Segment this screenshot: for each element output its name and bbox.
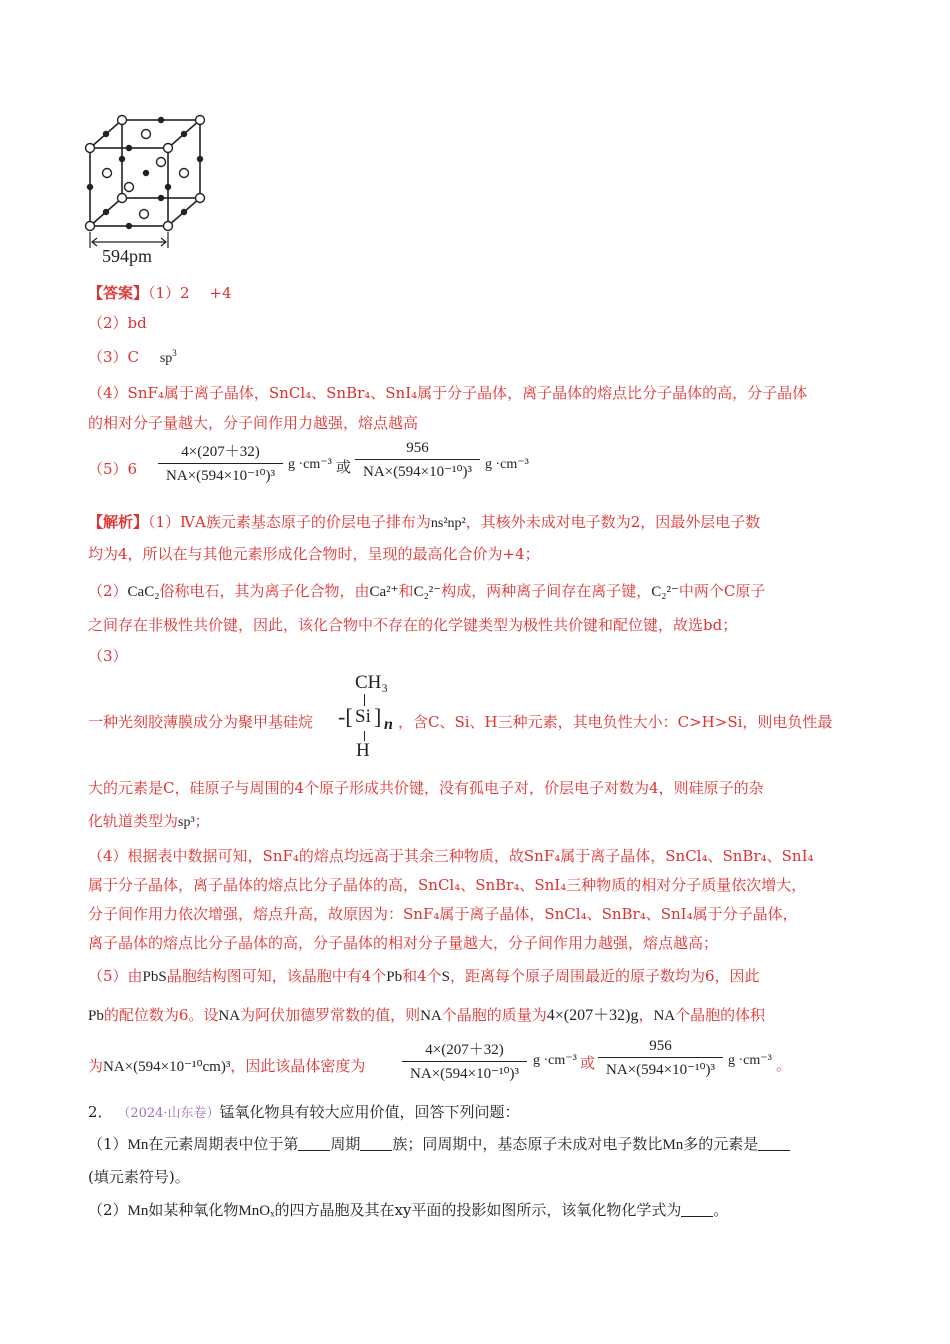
analysis-5-unit-2: g ·cm⁻³ xyxy=(728,1053,772,1068)
answer-5-unit-1: g ·cm⁻³ xyxy=(288,457,332,472)
analysis-3-line1-a: 一种光刻胶薄膜成分为聚甲基硅烷 xyxy=(88,713,314,731)
analysis-2-line1: （2）CaC₂俗称电石，其为离子化合物，由Ca²⁺和C₂²⁻构成，两种离子间存在离子键，C₂²⁻中两个C原子 xyxy=(88,582,766,600)
analysis-4-line1: （4）根据表中数据可知，SnF₄的熔点均远高于其余三种物质，故SnF₄属于离子晶体，SnCl₄、SnBr₄、SnI₄ xyxy=(88,847,814,865)
question-source: （2024·山东卷） xyxy=(117,1106,220,1121)
structure-si: Si xyxy=(355,706,371,727)
answer-5-unit-2: g ·cm⁻³ xyxy=(485,457,529,472)
analysis-5-line1: （5）由PbS晶胞结构图可知，该晶胞中有4个Pb和4个S，距离每个原子周围最近的原子数均为6，因此 xyxy=(88,967,760,985)
analysis-3-line3: 化轨道类型为sp³； xyxy=(88,812,210,830)
answer-5-prefix: （5）6 xyxy=(88,460,138,478)
answer-5-or: 或 xyxy=(336,458,352,476)
question-intro: 锰氧化物具有较大应用价值，回答下列问题： xyxy=(219,1103,520,1121)
answer-line-1 xyxy=(88,282,231,303)
question-2-part2: （2）Mn如某种氧化物MnOₓ的四方晶胞及其在xy平面的投影如图所示，该氧化物化学式为 。 xyxy=(88,1201,729,1219)
analysis-5-or: 或 xyxy=(580,1054,596,1072)
analysis-1-line1: 【解析】（1）ⅣA族元素基态原子的价层电子排布为ns²np²，其核外未成对电子数为2，因最外层电子数 xyxy=(88,513,761,531)
analysis-5-fraction-1: 4×(207＋32) NA×(594×10⁻¹⁰)³ xyxy=(402,1038,527,1083)
structure-bond-top xyxy=(364,694,365,706)
answer-5-fraction-2: 956 NA×(594×10⁻¹⁰)³ xyxy=(355,440,480,481)
question-2-part1-line2: (填元素符号)。 xyxy=(88,1168,190,1186)
analysis-5-line3: 为NA×(594×10⁻¹⁰cm)³，因此该晶体密度为 xyxy=(88,1057,366,1075)
answer-blank[interactable] xyxy=(298,1136,330,1151)
analysis-3-line2: 大的元素是C，硅原子与周围的4个原子形成共价键，没有孤电子对，价层电子对数为4，则硅原子的杂 xyxy=(88,779,764,797)
answer-5-fraction-1: 4×(207＋32) NA×(594×10⁻¹⁰)³ xyxy=(158,440,283,485)
analysis-3-line1-b: ，含C、Si、H三种元素，其电负性大小：C>H>Si，则电负性最 xyxy=(398,713,833,731)
analysis-4-line2: 属于分子晶体，离子晶体的熔点比分子晶体的高，SnCl₄、SnBr₄、SnI₄三种物质的相对分子质量依次增大， xyxy=(88,876,807,894)
answer-2: （2）bd xyxy=(88,314,147,332)
analysis-4-line3: 分子间作用力依次增强，熔点升高，故原因为：SnF₄属于离子晶体，SnCl₄、SnBr₄、SnI₄属于分子晶体， xyxy=(88,905,798,923)
analysis-5-fraction-2: 956 NA×(594×10⁻¹⁰)³ xyxy=(598,1038,723,1079)
answer-tag: 【答案】 xyxy=(88,284,149,302)
analysis-5-end: 。 xyxy=(776,1056,792,1074)
analysis-1-line2: 均为4，所以在与其他元素形成化合物时，呈现的最高化合价为+4； xyxy=(88,545,540,563)
question-number: 2． xyxy=(88,1103,113,1121)
answer-line-3 xyxy=(88,346,177,367)
structure-ch3: CH₃ xyxy=(355,672,389,693)
analysis-2-line2: 之间存在非极性共价键，因此，该化合物中不存在的化学键类型为极性共价键和配位键，故选bd； xyxy=(88,616,738,634)
question-2-header xyxy=(88,1101,520,1122)
analysis-5-line2: Pb的配位数为6。设NA为阿伏加德罗常数的值，则NA个晶胞的质量为4×(207＋32)g，NA个晶胞的体积 xyxy=(88,1006,766,1024)
analysis-5-unit-1: g ·cm⁻³ xyxy=(533,1053,577,1068)
answer-blank[interactable] xyxy=(360,1136,392,1151)
answer-1: （1）2 +4 xyxy=(148,284,232,302)
structure-n: n xyxy=(384,716,393,733)
question-2-part1-line1: （1）Mn在元素周期表中位于第 周期 族；同周期中，基态原子未成对电子数比Mn多的元素是 xyxy=(88,1133,790,1154)
answer-4-line2: 的相对分子量越大，分子间作用力越强，熔点越高 xyxy=(88,414,419,432)
structure-right-bracket: ] xyxy=(374,704,382,729)
analysis-tag: 【解析】 xyxy=(88,513,149,531)
analysis-3-label: （3） xyxy=(88,647,128,665)
answer-3: （3）C xyxy=(88,348,140,366)
structure-h: H xyxy=(356,740,370,761)
analysis-4-line4: 离子晶体的熔点比分子晶体的高，分子晶体的相对分子量越大，分子间作用力越强，熔点越高； xyxy=(88,934,719,952)
structure-left-bracket: -[ xyxy=(338,704,353,729)
answer-blank[interactable] xyxy=(681,1202,713,1217)
answer-3-hybrid: $sp^3$ xyxy=(159,348,177,366)
scale-label: 594pm xyxy=(102,246,153,266)
answer-4-line1: （4）SnF₄属于离子晶体，SnCl₄、SnBr₄、SnI₄属于分子晶体，离子晶体的熔点比分子晶体的高，分子晶体 xyxy=(88,384,808,402)
answer-blank[interactable] xyxy=(758,1136,790,1151)
